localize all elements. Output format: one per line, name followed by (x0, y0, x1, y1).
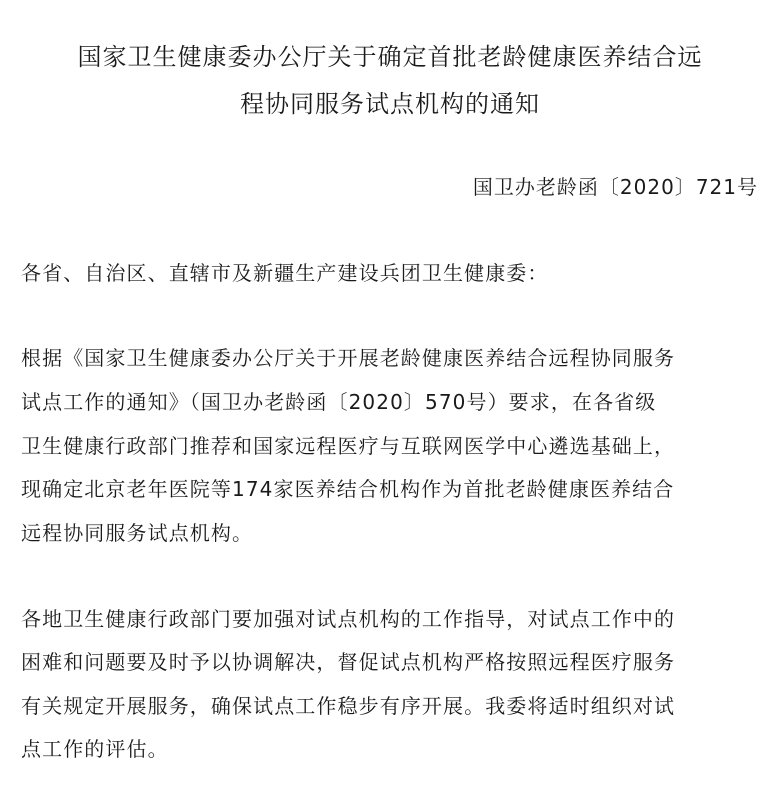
paragraph-2-line: 有关规定开展服务，确保试点工作稳步有序开展。我委将适时组织对试 (21, 694, 676, 718)
paragraph-1-line: 远程协同服务试点机构。 (21, 521, 254, 545)
paragraph-1-line: 根据《国家卫生健康委办公厅关于开展老龄健康医养结合远程协同服务 (21, 346, 676, 370)
document-number: 国卫办老龄函〔2020〕721号 (472, 175, 758, 199)
paragraph-2-line: 点工作的评估。 (21, 737, 169, 761)
paragraph-2-line: 困难和问题要及时予以协调解决，督促试点机构严格按照远程医疗服务 (21, 650, 676, 674)
document-title-line-2: 程协同服务试点机构的通知 (240, 90, 540, 118)
paragraph-1-line: 现确定北京老年医院等174家医养结合机构作为首批老龄健康医养结合 (21, 477, 675, 501)
addressee: 各省、自治区、直辖市及新疆生产建设兵团卫生健康委： (21, 261, 549, 285)
paragraph-2-line: 各地卫生健康行政部门要加强对试点机构的工作指导，对试点工作中的 (21, 607, 676, 631)
paragraph-1-line: 卫生健康行政部门推荐和国家远程医疗与互联网医学中心遴选基础上， (21, 434, 676, 458)
document-title-line-1: 国家卫生健康委办公厅关于确定首批老龄健康医养结合远 (77, 43, 703, 71)
paragraph-1-line: 试点工作的通知》（国卫办老龄函〔2020〕570号）要求，在各省级 (21, 390, 657, 414)
